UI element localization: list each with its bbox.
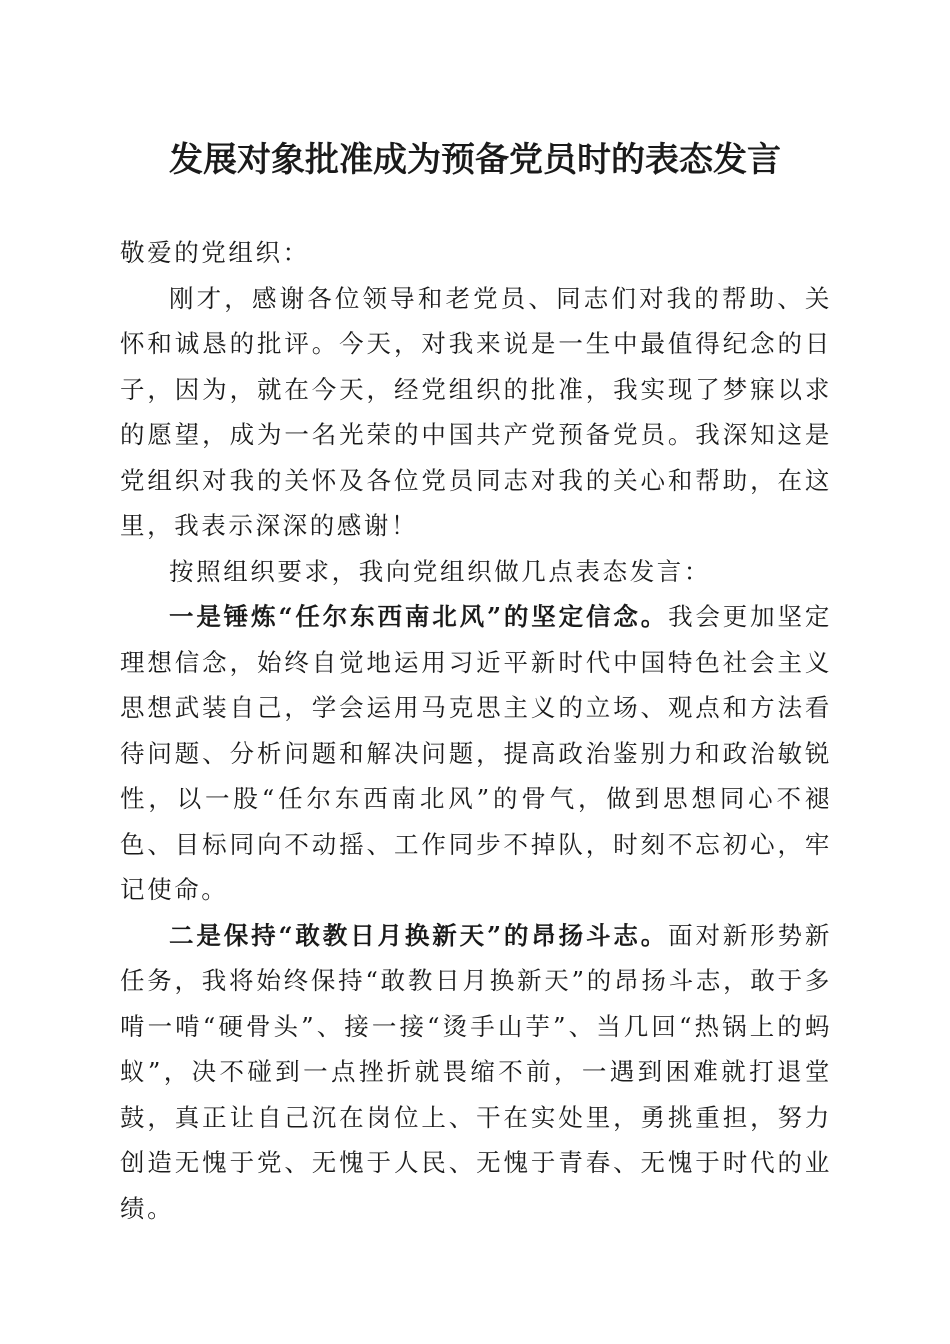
paragraph-point-1 [120, 594, 832, 913]
document-title: 发展对象批准成为预备党员时的表态发言 [169, 140, 781, 180]
point-1-text: 我会更加坚定理想信念，始终自觉地运用习近平新时代中国特色社会主义思想武装自己，学会运用马克思主义的立场、观点和方法看待问题、分析问题和解决问题，提高政治鉴别力和政治敏锐性，以一股“任尔东西南北风”的骨气，做到思想同心不褪色、目标同向不动摇、工作同步不掉队，时刻不忘初心，牢记使命。 [120, 602, 832, 904]
paragraph-intro: 刚才，感谢各位领导和老党员、同志们对我的帮助、关怀和诚恳的批评。今天，对我来说是一生中最值得纪念的日子，因为，就在今天，经党组织的批准，我实现了梦寐以求的愿望，成为一名光荣的中国共产党预备党员。我深知这是党组织对我的关怀及各位党员同志对我的关心和帮助，在这里，我表示深深的感谢！ [120, 283, 832, 540]
document-body [120, 230, 832, 1231]
salutation: 敬爱的党组织： [120, 238, 310, 267]
point-2-heading: 二是保持“敢教日月换新天”的昂扬斗志。 [169, 920, 669, 950]
paragraph-transition: 按照组织要求，我向党组织做几点表态发言： [169, 556, 711, 586]
point-2-text: 面对新形势新任务，我将始终保持“敢教日月换新天”的昂扬斗志，敢于多啃一啃“硬骨头”、接一接“烫手山芋”、当几回“热锅上的蚂蚁”，决不碰到一点挫折就畏缩不前，一遇到困难就打退堂鼓，真正让自己沉在岗位上、干在实处里，勇挑重担，努力创造无愧于党、无愧于人民、无愧于青春、无愧于时代的业绩。 [120, 920, 832, 1223]
point-1-heading: 一是锤炼“任尔东西南北风”的坚定信念。 [169, 602, 669, 631]
paragraph-point-2 [120, 913, 832, 1232]
